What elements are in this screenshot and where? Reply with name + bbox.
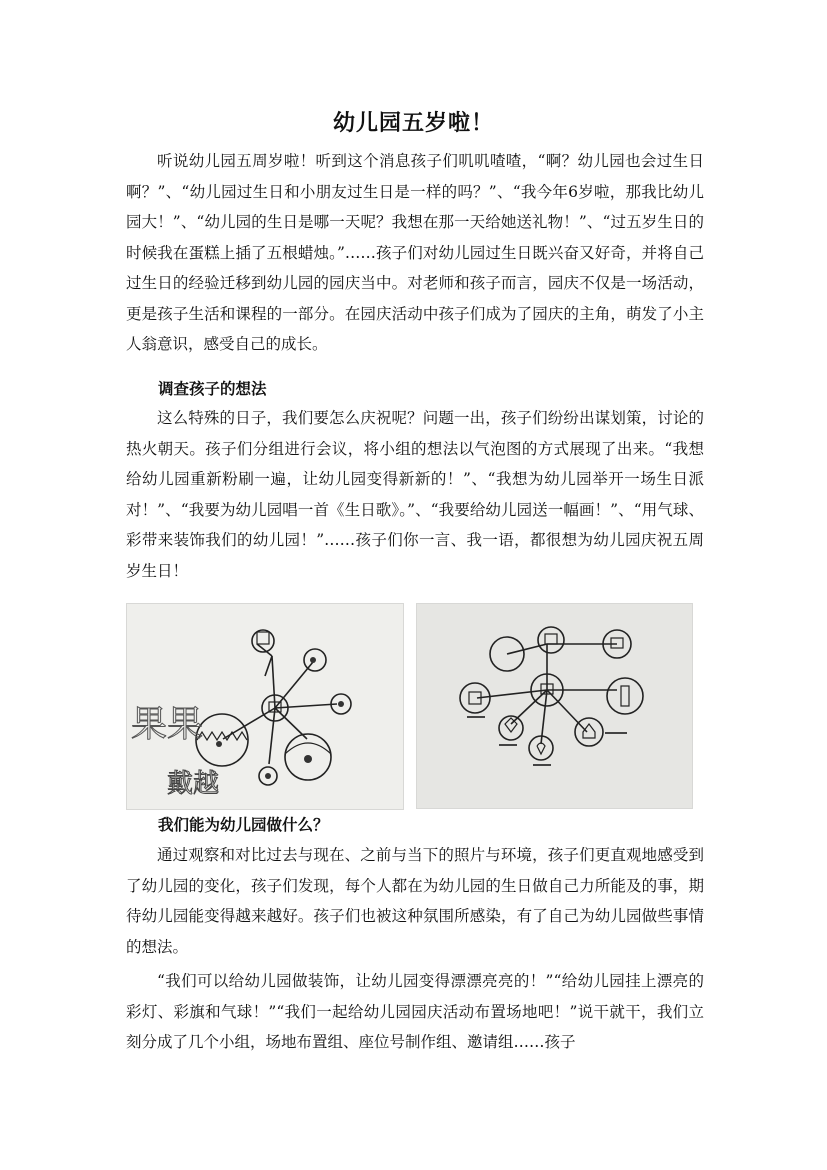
intro-paragraph: 听说幼儿园五周岁啦！听到这个消息孩子们叽叽喳喳，“啊？幼儿园也会过生日啊？”、“幼儿园过生日和小朋友过生日是一样的吗？”、“我今年6岁啦，那我比幼儿园大！”、“幼儿园的生日是哪一天呢？我想在那一天给她送礼物！”、“过五岁生日的时候我在蛋糕上插了五根蜡烛。”……孩子们对幼儿园过生日既兴奋又好奇，并将自己过生日的经验迁移到幼儿园的园庆当中。对老师和孩子而言，园庆不仅是一场活动，更是孩子生活和课程的一部分。在园庆活动中孩子们成为了园庆的主角，萌发了小主人翁意识，感受自己的成长。 [126,152,704,353]
section-heading-survey: 调查孩子的想法 [158,380,267,398]
section-heading-what-we-can-do: 我们能为幼儿园做什么？ [158,816,329,834]
survey-paragraph: 这么特殊的日子，我们要怎么庆祝呢？问题一出，孩子们纷纷出谋划策，讨论的热火朝天。孩子们分组进行会议，将小组的想法以气泡图的方式展现了出来。“我想给幼儿园重新粉刷一遍，让幼儿园变得新新的！”、“我想为幼儿园举开一场生日派对！”、“我要为幼儿园唱一首《生日歌》。”、“我要给幼儿园送一幅画！”、“用气球、彩带来装饰我们的幼儿园！”……孩子们你一言、我一语，都很想为幼儿园庆祝五周岁生日！ [126,409,704,580]
what-we-can-do-paragraph-1: 通过观察和对比过去与现在、之前与当下的照片与环境，孩子们更直观地感受到了幼儿园的变化，孩子们发现，每个人都在为幼儿园的生日做自己力所能及的事，期待幼儿园能变得越来越好。孩子们也被这种氛围所感染，有了自己为幼儿园做些事情的想法。 [126,846,704,956]
what-we-can-do-paragraph-2: “我们可以给幼儿园做装饰，让幼儿园变得漂漂亮亮的！”“给幼儿园挂上漂亮的彩灯、彩旗和气球！”“我们一起给幼儿园园庆活动布置场地吧！”说干就干，我们立刻分成了几个小组，场地布置组、座位号制作组、邀请组……孩子 [126,972,704,1051]
bubble-map-photo-left [126,603,404,810]
page-title: 幼儿园五岁啦！ [332,110,494,136]
bubble-map-drawing-left [127,604,403,809]
child-signature-2: 戴越 [167,769,220,799]
bubble-map-photo-right [416,603,693,809]
bubble-map-drawing-right [417,604,692,808]
child-signature-1: 果果 [131,704,204,745]
